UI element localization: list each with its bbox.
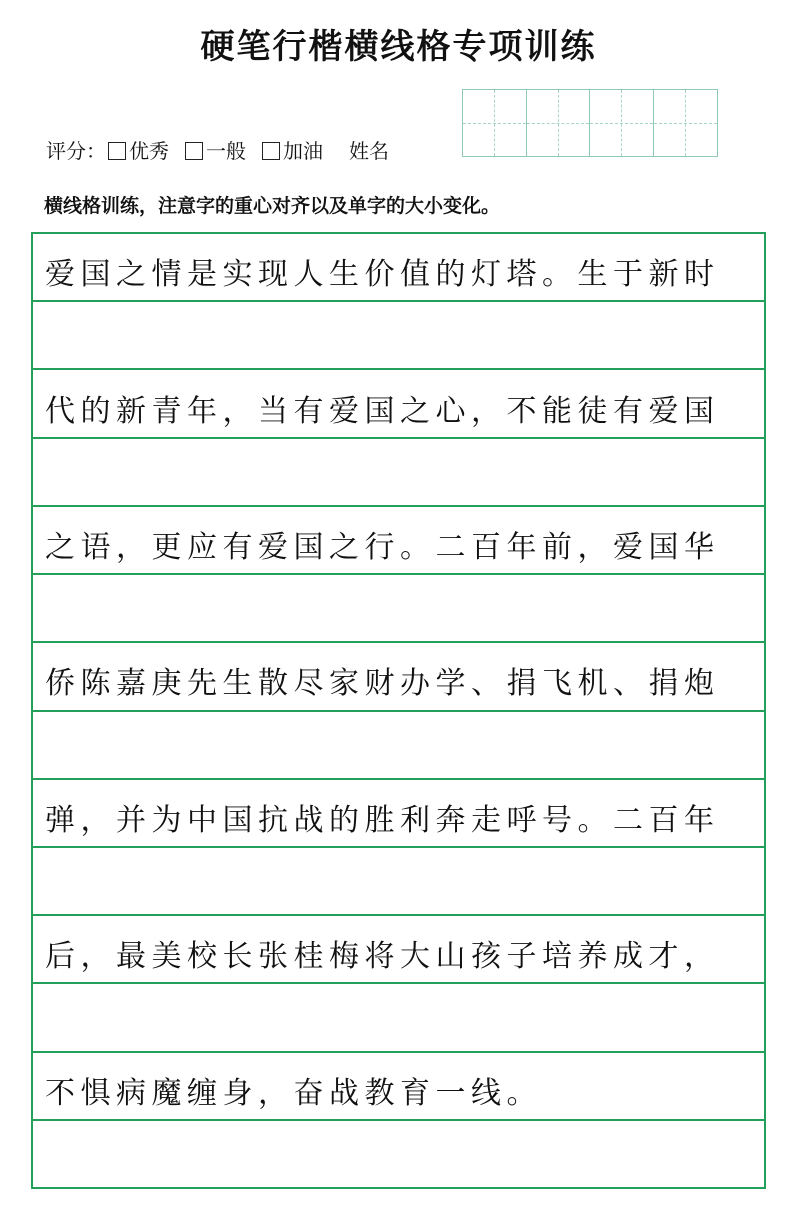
practice-row-text: 爱国之情是实现人生价值的灯塔。生于新时 [45,257,720,293]
name-writing-grid[interactable] [462,89,718,157]
practice-row[interactable] [33,848,764,916]
practice-row-text: 之语，更应有爱国之行。二百年前，爱国华 [45,529,720,565]
option-average[interactable] [185,136,246,166]
practice-row[interactable] [33,643,764,711]
practice-row[interactable] [33,1121,764,1187]
practice-row[interactable] [33,780,764,848]
option-keep-going[interactable] [262,136,323,166]
practice-row-text: 侨陈嘉庚先生散尽家财办学、捐飞机、捐炮 [45,666,720,702]
option-keep-going-label: 加油 [283,139,323,163]
option-excellent[interactable] [108,136,169,166]
instruction-text: 横线格训练，注意字的重心对齐以及单字的大小变化。 [44,195,501,217]
practice-row[interactable] [33,507,764,575]
name-grid-cell[interactable] [654,90,718,156]
practice-row[interactable] [33,234,764,302]
practice-row-text: 不惧病魔缠身，奋战教育一线。 [45,1075,542,1111]
score-row [46,136,389,166]
practice-row[interactable] [33,439,764,507]
practice-row[interactable] [33,1053,764,1121]
option-excellent-label: 优秀 [129,139,169,163]
practice-row-text: 后，最美校长张桂梅将大山孩子培养成才， [45,939,720,975]
score-label: 评分： [46,139,106,163]
page-title: 硬笔行楷横线格专项训练 [200,27,597,67]
practice-row-text: 弹，并为中国抗战的胜利奔走呼号。二百年 [45,802,720,838]
practice-row[interactable] [33,370,764,438]
checkbox-average[interactable] [185,142,203,160]
checkbox-excellent[interactable] [108,142,126,160]
practice-row[interactable] [33,302,764,370]
practice-row-text: 代的新青年，当有爱国之心，不能徒有爱国 [45,393,720,429]
practice-row[interactable] [33,712,764,780]
name-label: 姓名 [349,139,389,163]
name-grid-cell[interactable] [590,90,654,156]
checkbox-keep-going[interactable] [262,142,280,160]
name-grid-cell[interactable] [463,90,527,156]
practice-row[interactable] [33,575,764,643]
practice-row[interactable] [33,916,764,984]
practice-row[interactable] [33,984,764,1052]
practice-lined-grid [31,232,766,1189]
name-grid-cell[interactable] [527,90,591,156]
option-average-label: 一般 [206,139,246,163]
